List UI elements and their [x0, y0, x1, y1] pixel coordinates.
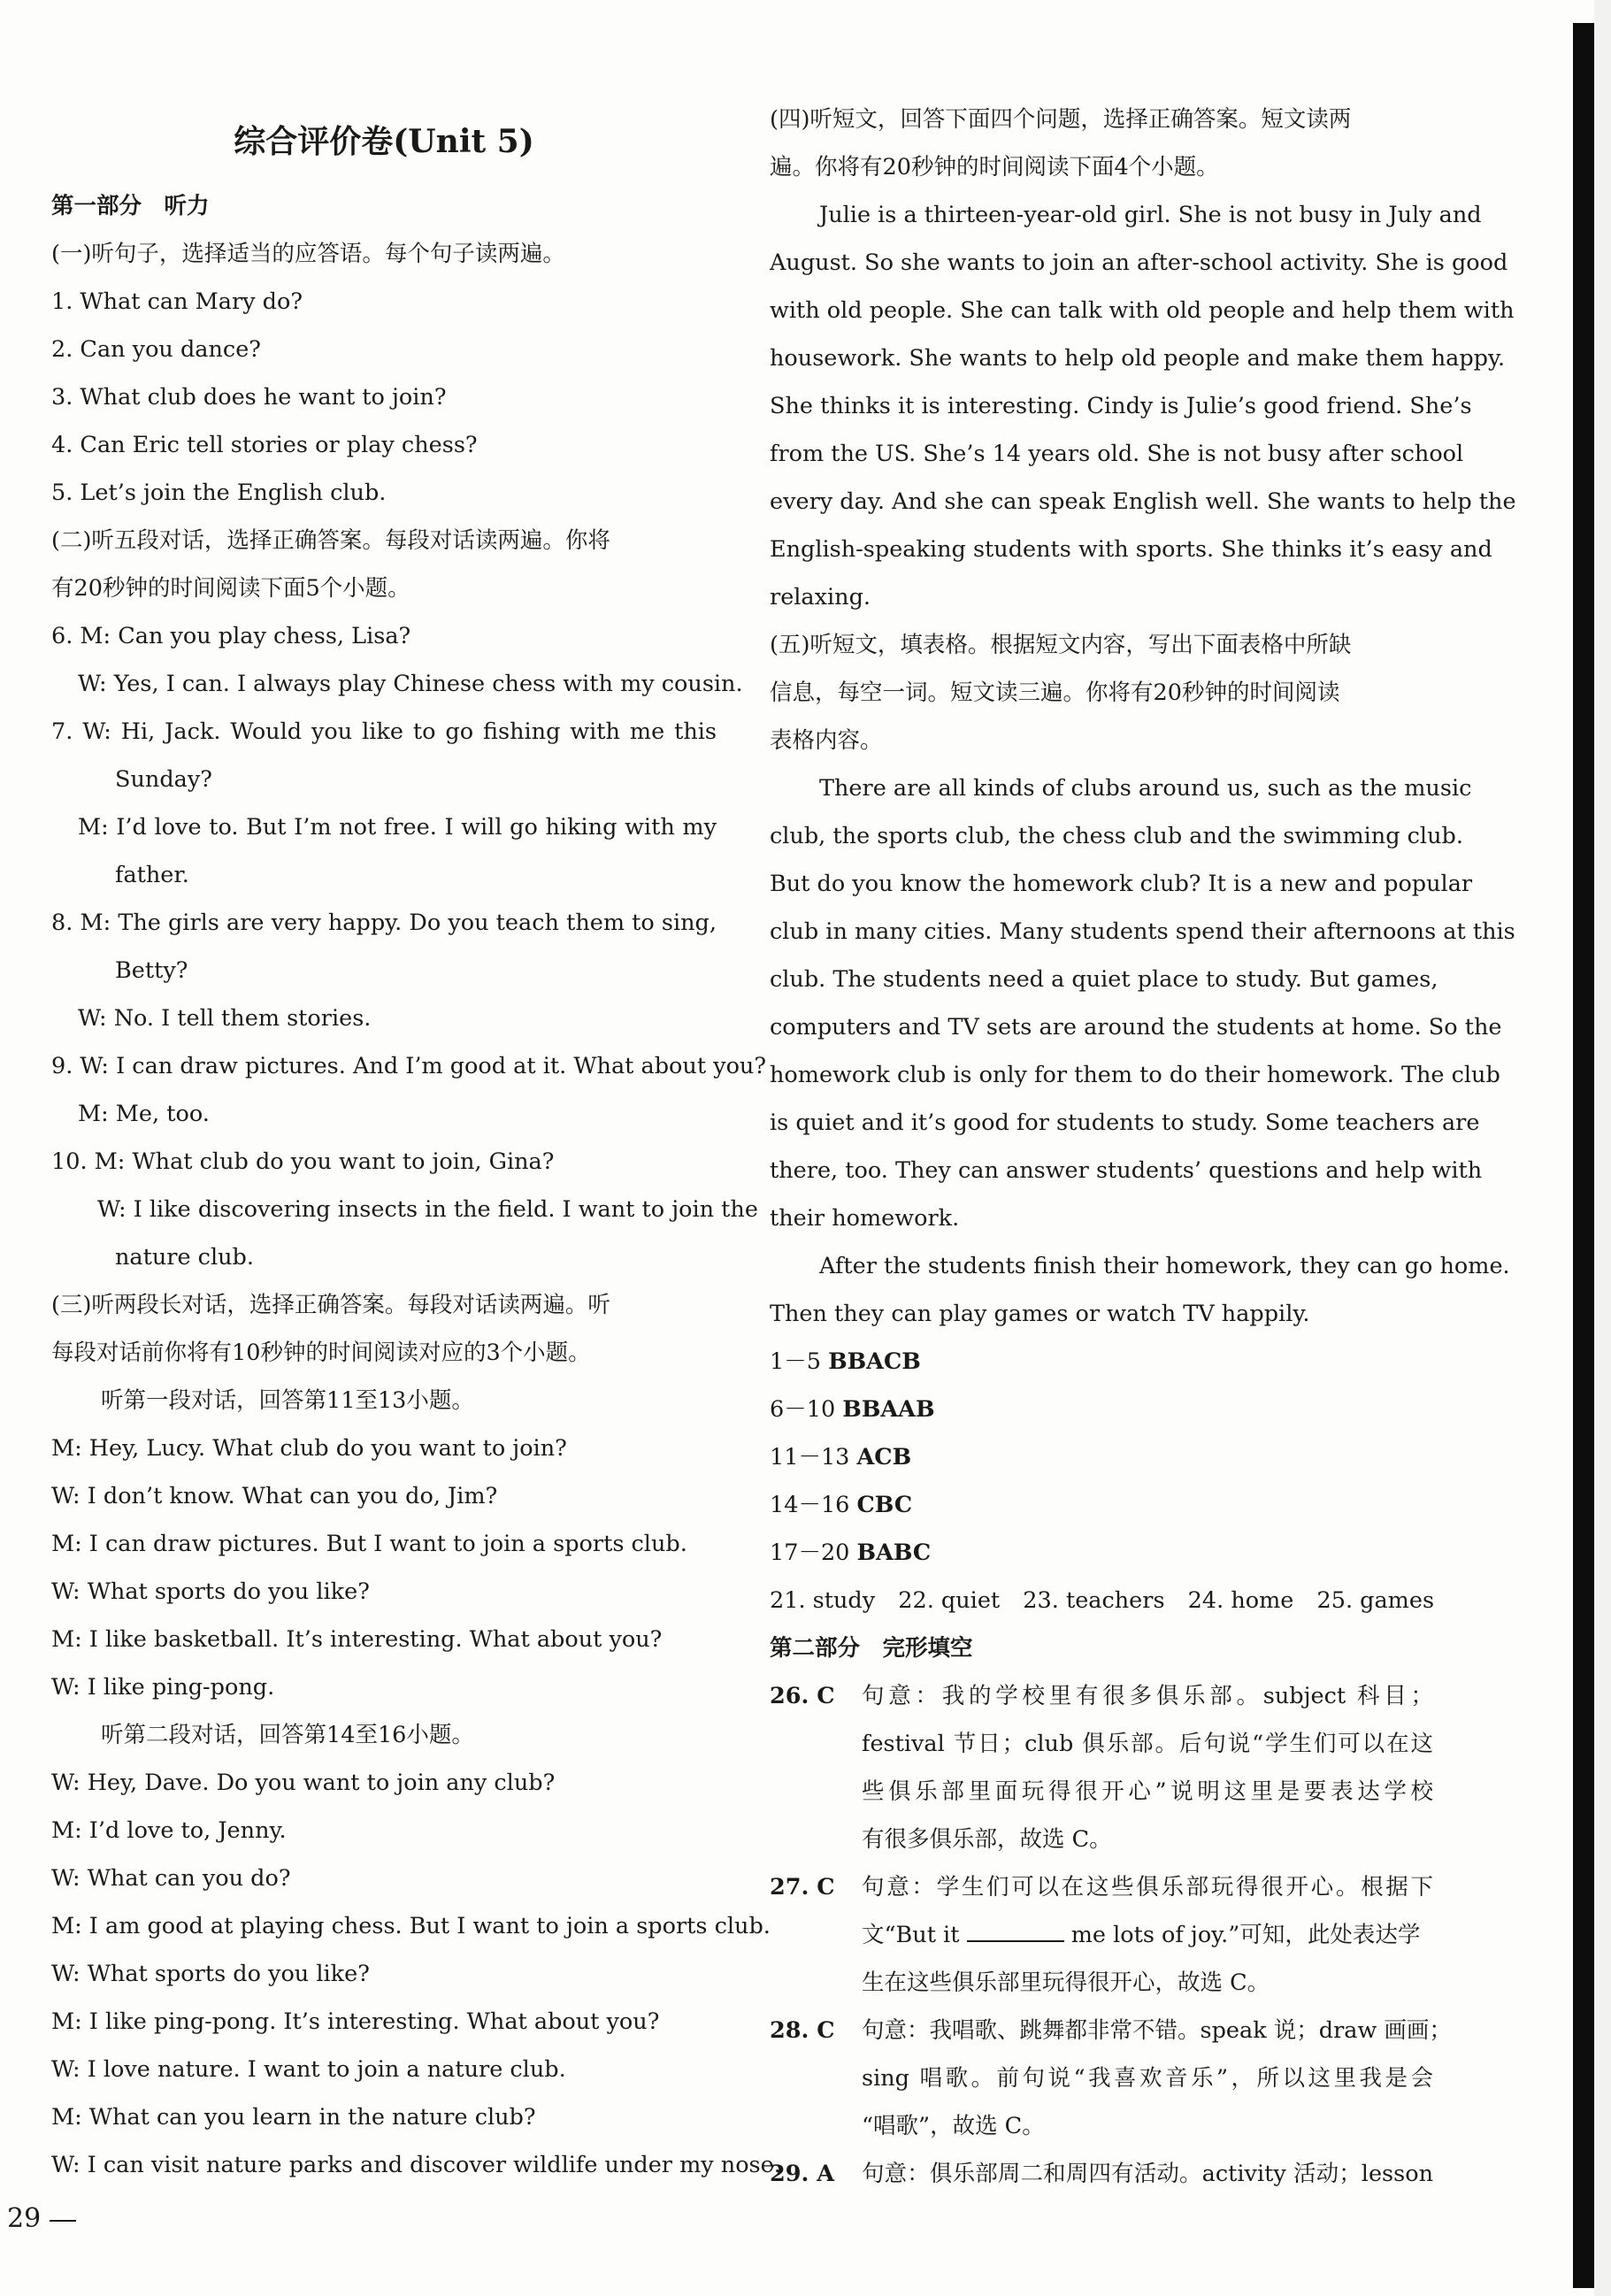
answer-value: BBACB: [828, 1348, 921, 1375]
part2-heading: 第二部分 完形填空: [770, 1635, 973, 1662]
dialogue-line: Sunday?: [115, 766, 212, 793]
question-line: 2. Can you dance?: [51, 336, 261, 363]
passage-line: there, too. They can answer students’ questions and help with: [770, 1157, 1483, 1184]
dialogue-line: 7. W: Hi, Jack. Would you like to go fishing with me this: [51, 718, 717, 745]
explanation-item-cont: [770, 1727, 1433, 1761]
explanation-item: [770, 2014, 1452, 2047]
dialogue-line: 6. M: Can you play chess, Lisa?: [51, 623, 411, 649]
dialogue-line: W: I like ping-pong.: [51, 1674, 275, 1701]
fill-answer: 25. games: [1316, 1587, 1435, 1614]
fill-answer: 24. home: [1187, 1587, 1294, 1614]
dialogue-line: M: I am good at playing chess. But I want to join a sports club.: [51, 1913, 771, 1939]
section-3-instruction: 每段对话前你将有10秒钟的时间阅读对应的3个小题。: [51, 1340, 591, 1366]
section-2-instruction: 有20秒钟的时间阅读下面5个小题。: [51, 575, 410, 602]
page-edge-bar: [1573, 23, 1594, 2288]
section-5-instruction: 表格内容。: [770, 727, 883, 754]
answer-value: BBAAB: [842, 1396, 935, 1423]
explanation-line: 些俱乐部里面玩得很开心”说明这里是要表达学校: [862, 1778, 1433, 1805]
dialogue-line: W: I love nature. I want to join a nature club.: [51, 2056, 566, 2083]
question-line: 1. What can Mary do?: [51, 288, 303, 315]
fill-answer: 21. study: [770, 1587, 876, 1614]
answer-range: 6－10: [770, 1396, 836, 1423]
dialogue-line: M: I can draw pictures. But I want to join a sports club.: [51, 1531, 687, 1557]
explanation-item-cont: [770, 1823, 1433, 1856]
explanation-label: 26. C: [770, 1683, 835, 1709]
passage-line: with old people. She can talk with old people and help them with: [770, 297, 1515, 324]
dialogue-line: W: What sports do you like?: [51, 1961, 370, 1987]
page-number: 29: [7, 2203, 42, 2234]
explanation-item: [770, 1870, 1433, 1904]
dialogue-heading: 听第一段对话，回答第11至13小题。: [101, 1387, 474, 1414]
dialogue-line: Betty?: [115, 957, 188, 984]
dialogue-line: W: Yes, I can. I always play Chinese chess with my cousin.: [78, 671, 743, 697]
passage-line: relaxing.: [770, 584, 871, 610]
passage-line: After the students finish their homework, they can go home.: [819, 1253, 1510, 1279]
explanation-text: 文“But it: [862, 1922, 960, 1948]
passage-line: There are all kinds of clubs around us, such as the music: [819, 775, 1472, 802]
section-1-instruction: (一)听句子，选择适当的应答语。每个句子读两遍。: [51, 241, 565, 267]
section-2-instruction: (二)听五段对话，选择正确答案。每段对话读两遍。你将: [51, 527, 610, 554]
page-number-dash: [50, 2220, 76, 2222]
section-4-instruction: 遍。你将有20秒钟的时间阅读下面4个小题。: [770, 154, 1219, 180]
dialogue-line: W: I like discovering insects in the field. I want to join the: [97, 1196, 758, 1223]
answer-value: CBC: [856, 1492, 913, 1518]
explanation-line-with-blank: [862, 1918, 1433, 1952]
question-line: 5. Let’s join the English club.: [51, 480, 387, 506]
page-title: 综合评价卷(Unit 5): [234, 123, 534, 160]
passage-line: English-speaking students with sports. She thinks it’s easy and: [770, 536, 1492, 563]
fill-answer: 22. quiet: [898, 1587, 1001, 1614]
explanation-item-cont: [770, 2109, 1433, 2143]
dialogue-line: M: I’d love to. But I’m not free. I will go hiking with my: [78, 814, 717, 841]
part1-heading: 第一部分 听力: [51, 193, 210, 219]
explanation-line: “唱歌”，故选 C。: [862, 2113, 1045, 2139]
section-5-instruction: 信息，每空一词。短文读三遍。你将有20秒钟的时间阅读: [770, 680, 1340, 706]
explanation-line: festival 节日；club 俱乐部。后句说“学生们可以在这: [862, 1731, 1433, 1757]
section-3-instruction: (三)听两段长对话，选择正确答案。每段对话读两遍。听: [51, 1292, 610, 1318]
answer-range: 17－20: [770, 1540, 850, 1566]
passage-line: is quiet and it’s good for students to study. Some teachers are: [770, 1110, 1480, 1136]
explanation-line: 句意：我的学校里有很多俱乐部。subject 科目；: [862, 1683, 1433, 1709]
explanation-line: 有很多俱乐部，故选 C。: [862, 1826, 1112, 1853]
passage-line: every day. And she can speak English well. She wants to help the: [770, 488, 1516, 515]
answer-key-row: [770, 1345, 1433, 1378]
dialogue-line: W: I can visit nature parks and discover wildlife under my nose.: [51, 2152, 781, 2178]
answer-range: 1－5: [770, 1348, 821, 1375]
dialogue-line: 10. M: What club do you want to join, Gina?: [51, 1148, 555, 1175]
passage-line: homework club is only for them to do their homework. The club: [770, 1062, 1500, 1088]
dialogue-line: W: I don’t know. What can you do, Jim?: [51, 1483, 498, 1509]
explanation-line: 生在这些俱乐部里玩得很开心，故选 C。: [862, 1970, 1270, 1996]
passage-line: club in many cities. Many students spend their afternoons at this: [770, 918, 1515, 945]
passage-line: club. The students need a quiet place to study. But games,: [770, 966, 1438, 993]
dialogue-line: 8. M: The girls are very happy. Do you teach them to sing,: [51, 910, 717, 936]
explanation-line: 句意：俱乐部周二和周四有活动。activity 活动；lesson: [862, 2161, 1433, 2187]
passage-line: But do you know the homework club? It is a new and popular: [770, 871, 1473, 897]
fill-answer: 23. teachers: [1023, 1587, 1165, 1614]
page-edge-shadow: [1594, 0, 1611, 2296]
explanation-item: [770, 2157, 1433, 2191]
dialogue-line: M: Hey, Lucy. What club do you want to join?: [51, 1435, 567, 1462]
answer-range: 14－16: [770, 1492, 850, 1518]
passage-line: Julie is a thirteen-year-old girl. She is not busy in July and: [819, 202, 1482, 228]
answer-key-row: [770, 1440, 1433, 1474]
question-line: 4. Can Eric tell stories or play chess?: [51, 432, 478, 458]
passage-line: August. So she wants to join an after-school activity. She is good: [770, 250, 1508, 276]
dialogue-line: nature club.: [115, 1244, 254, 1271]
answer-key-row: [770, 1393, 1433, 1426]
passage-line: computers and TV sets are around the students at home. So the: [770, 1014, 1502, 1040]
dialogue-line: M: I like basketball. It’s interesting. What about you?: [51, 1626, 663, 1653]
section-4-instruction: (四)听短文，回答下面四个问题，选择正确答案。短文读两: [770, 106, 1352, 133]
dialogue-line: M: What can you learn in the nature club?: [51, 2104, 536, 2131]
dialogue-line: M: Me, too.: [78, 1101, 210, 1127]
explanation-label: 28. C: [770, 2017, 835, 2044]
answer-value: ACB: [856, 1444, 912, 1471]
answer-value: BABC: [856, 1540, 932, 1566]
explanation-item-cont: [770, 1775, 1433, 1808]
passage-line: She thinks it is interesting. Cindy is Julie’s good friend. She’s: [770, 393, 1472, 419]
explanation-text: me lots of joy.”可知，此处表达学: [1070, 1922, 1421, 1948]
fill-answer-row: [770, 1584, 1433, 1617]
section-5-instruction: (五)听短文，填表格。根据短文内容，写出下面表格中所缺: [770, 632, 1352, 658]
dialogue-line: father.: [115, 862, 189, 888]
dialogue-heading: 听第二段对话，回答第14至16小题。: [101, 1722, 474, 1748]
dialogue-line: W: What sports do you like?: [51, 1578, 370, 1605]
explanation-item-cont: [770, 2062, 1433, 2095]
passage-line: club, the sports club, the chess club and the swimming club.: [770, 823, 1463, 849]
answer-key-row: [770, 1488, 1433, 1522]
explanation-line: sing 唱歌。前句说“我喜欢音乐”，所以这里我是会: [862, 2065, 1433, 2092]
passage-line: from the US. She’s 14 years old. She is not busy after school: [770, 441, 1464, 467]
explanation-line: 句意：学生们可以在这些俱乐部玩得很开心。根据下: [862, 1874, 1433, 1901]
dialogue-line: W: What can you do?: [51, 1865, 291, 1892]
explanation-item-cont: [770, 1966, 1433, 2000]
explanation-label: 27. C: [770, 1874, 835, 1901]
dialogue-line: W: No. I tell them stories.: [78, 1005, 372, 1032]
dialogue-line: M: I like ping-pong. It’s interesting. What about you?: [51, 2008, 660, 2035]
question-line: 3. What club does he want to join?: [51, 384, 447, 411]
answer-key-row: [770, 1536, 1433, 1570]
fill-blank: [967, 1919, 1064, 1942]
explanation-label: 29. A: [770, 2161, 835, 2187]
passage-line: Then they can play games or watch TV happily.: [770, 1301, 1310, 1327]
explanation-item-cont: [770, 1918, 1433, 1952]
passage-line: housework. She wants to help old people and make them happy.: [770, 345, 1506, 372]
explanation-item: [770, 1679, 1433, 1713]
explanation-line: 句意：我唱歌、跳舞都非常不错。speak 说；draw 画画；: [862, 2017, 1452, 2044]
answer-range: 11－13: [770, 1444, 850, 1471]
passage-line: their homework.: [770, 1205, 960, 1232]
dialogue-line: 9. W: I can draw pictures. And I’m good at it. What about you?: [51, 1053, 767, 1079]
dialogue-line: W: Hey, Dave. Do you want to join any club?: [51, 1770, 556, 1796]
dialogue-line: M: I’d love to, Jenny.: [51, 1817, 287, 1844]
